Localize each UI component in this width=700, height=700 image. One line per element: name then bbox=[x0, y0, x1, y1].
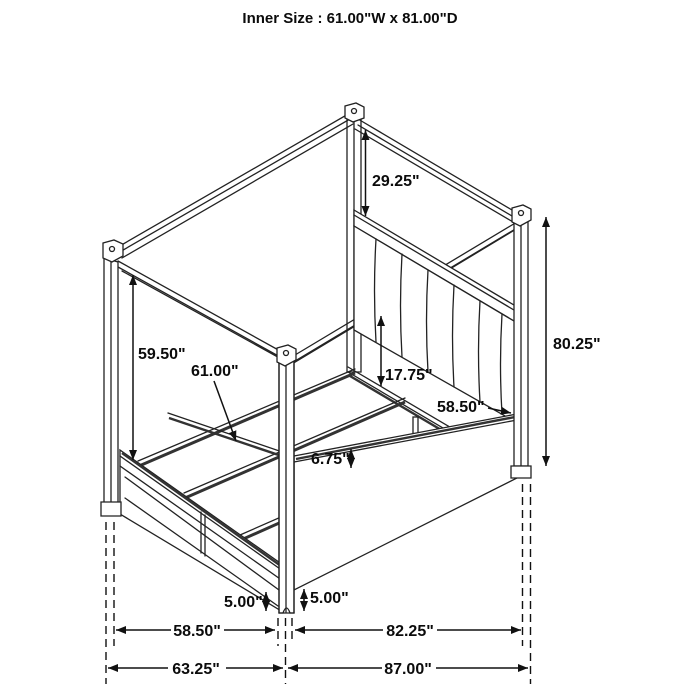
dim-label-left-clearance: 5.00" bbox=[224, 594, 263, 611]
dimension-58-50-bottom bbox=[116, 623, 275, 640]
dim-label-headboard-above-deck: 17.75" bbox=[385, 367, 433, 384]
diagram-title: Inner Size : 61.00"W x 81.00"D bbox=[242, 10, 458, 27]
dim-label-overall-height: 80.25" bbox=[553, 336, 601, 353]
side-rail bbox=[294, 414, 517, 590]
dimension-82-25 bbox=[295, 623, 521, 640]
dimension-80-25 bbox=[546, 217, 601, 466]
dim-label-canopy-to-headboard: 29.25" bbox=[372, 173, 420, 190]
dimension-5-00-right bbox=[304, 589, 349, 611]
dim-label-overall-width: 63.25" bbox=[172, 661, 220, 678]
right-post bbox=[511, 216, 531, 478]
dim-label-headboard-width: 58.50" bbox=[437, 399, 485, 416]
dimension-59-50 bbox=[133, 275, 186, 460]
left-post bbox=[101, 258, 121, 516]
dim-label-overall-depth: 87.00" bbox=[384, 661, 432, 678]
dimension-87-00 bbox=[288, 661, 528, 678]
dim-label-footboard-span: 58.50" bbox=[173, 623, 221, 640]
dim-label-siderail-span: 82.25" bbox=[386, 623, 434, 640]
dim-label-right-clearance: 5.00" bbox=[310, 590, 349, 607]
dimension-29-25 bbox=[366, 130, 420, 216]
dim-label-inner-width: 61.00" bbox=[191, 363, 239, 380]
dim-label-rail-to-canopy: 59.50" bbox=[138, 346, 186, 363]
front-post bbox=[279, 352, 294, 613]
dim-label-slat-leg-height: 6.75" bbox=[311, 451, 350, 468]
dimension-6-75 bbox=[311, 449, 351, 468]
dimension-63-25 bbox=[108, 661, 283, 678]
dimension-5-00-left bbox=[224, 592, 266, 611]
